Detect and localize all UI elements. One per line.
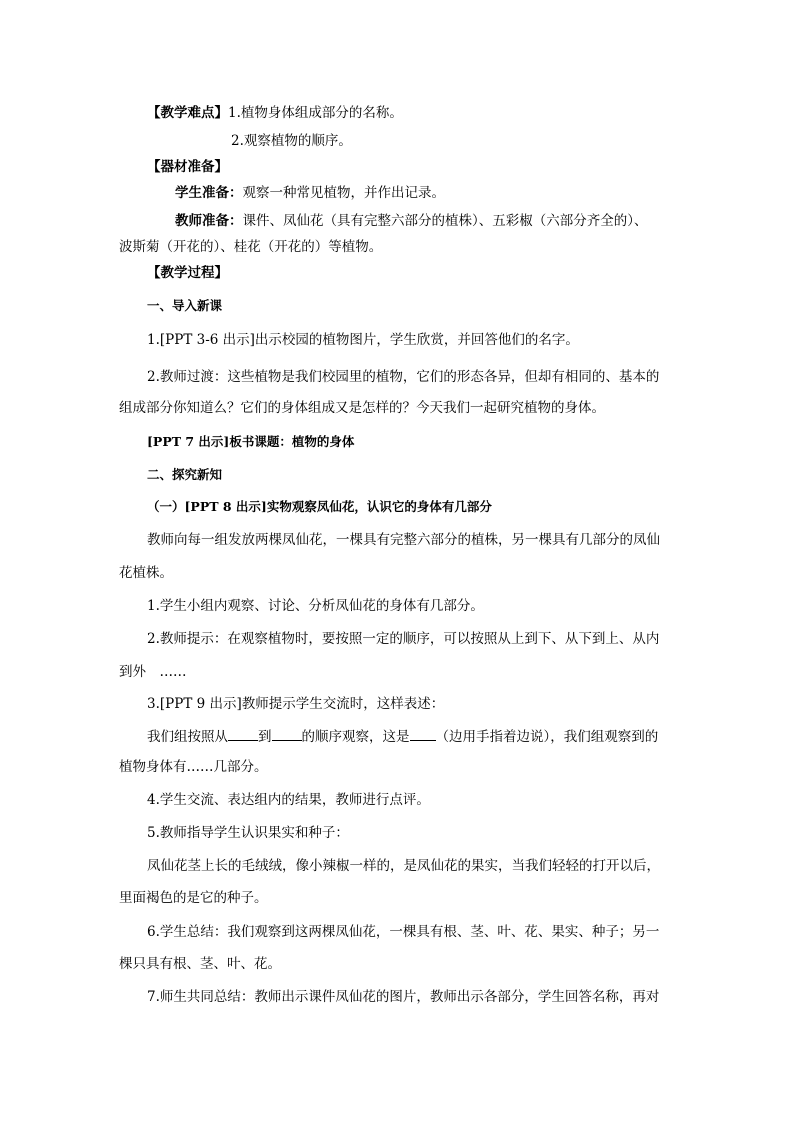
part1-p1: 1.[PPT 3-6 出示]出示校园的植物图片，学生欣赏，并回答他们的名字。 <box>147 332 579 348</box>
part1-heading: 一、导入新课 <box>147 298 223 313</box>
blank-to <box>272 726 302 741</box>
part1-p2-line1: 2.教师过渡：这些植物是我们校园里的植物，它们的形态各异，但却有相同的、基本的 <box>147 369 660 385</box>
teacher-prep-text-cont: 波斯菊（开花的）、桂花（开花的）等植物。 <box>119 239 383 255</box>
blank-this-is <box>410 726 436 741</box>
difficulty-item-2: 2.观察植物的顺序。 <box>231 133 352 149</box>
template-part-d: （边用手指着边说），我们组观察到的 <box>435 729 659 745</box>
step-3-template <box>147 726 658 747</box>
step-5-text-line2: 里面褐色的是它的种子。 <box>119 890 268 906</box>
step-5: 5.教师指导学生认识果实和种子： <box>147 825 349 841</box>
student-prep-text: 观察一种常见植物，并作出记录。 <box>242 185 445 201</box>
step-6-line2: 棵只具有根、茎、叶、花。 <box>119 956 281 972</box>
template-part-c: 的顺序观察，这是 <box>301 729 410 745</box>
equipment-label: 【器材准备】 <box>147 159 228 175</box>
step-4: 4.学生交流、表达组内的结果，教师进行点评。 <box>147 792 430 808</box>
step-6-line1: 6.学生总结：我们观察到这两棵凤仙花，一棵具有根、茎、叶、花、果实、种子；另一 <box>147 924 660 940</box>
part2-intro-line2: 花植株。 <box>119 565 173 581</box>
step-1: 1.学生小组内观察、讨论、分析凤仙花的身体有几部分。 <box>147 598 484 614</box>
teacher-prep-text: 课件、凤仙花（具有完整六部分的植株）、五彩椒（六部分齐全的）、 <box>242 213 648 229</box>
template-part-a: 我们组按照从 <box>147 729 228 745</box>
step-3-template-line2: 植物身体有……几部分。 <box>119 759 268 775</box>
process-label: 【教学过程】 <box>147 265 228 281</box>
part2-heading: 二、探究新知 <box>147 467 223 482</box>
step-2-line1: 2.教师提示：在观察植物时，要按照一定的顺序，可以按照从上到下、从下到上、从内 <box>147 631 660 647</box>
difficulty-item-1: 1.植物身体组成部分的名称。 <box>228 105 403 121</box>
step-7: 7.师生共同总结：教师出示课件凤仙花的图片，教师出示各部分，学生回答名称，再对 <box>147 989 660 1005</box>
template-part-b: 到 <box>258 729 272 745</box>
teacher-prep-label: 教师准备： <box>175 213 243 229</box>
part2-intro-line1: 教师向每一组发放两棵凤仙花，一棵具有完整六部分的植株，另一棵具有几部分的凤仙 <box>147 532 660 548</box>
difficulty-row <box>147 103 403 123</box>
student-prep-label: 学生准备： <box>175 185 243 201</box>
blank-from <box>228 726 258 741</box>
step-3: 3.[PPT 9 出示]教师提示学生交流时，这样表述： <box>147 696 445 712</box>
student-prep-row <box>175 183 445 203</box>
difficulty-label: 【教学难点】 <box>147 105 228 121</box>
part1-p2-line2: 组成部分你知道么？它们的身体组成又是怎样的？今天我们一起研究植物的身体。 <box>119 400 605 416</box>
teacher-prep-row <box>175 211 648 231</box>
step-2-line2: 到外 …… <box>119 664 187 680</box>
part1-p3: [PPT 7 出示]板书课题：植物的身体 <box>147 434 355 449</box>
part2-sub1: （一）[PPT 8 出示]实物观察凤仙花，认识它的身体有几部分 <box>147 499 492 514</box>
step-5-text-line1: 凤仙花茎上长的毛绒绒，像小辣椒一样的，是凤仙花的果实，当我们轻轻的打开以后， <box>147 858 660 874</box>
